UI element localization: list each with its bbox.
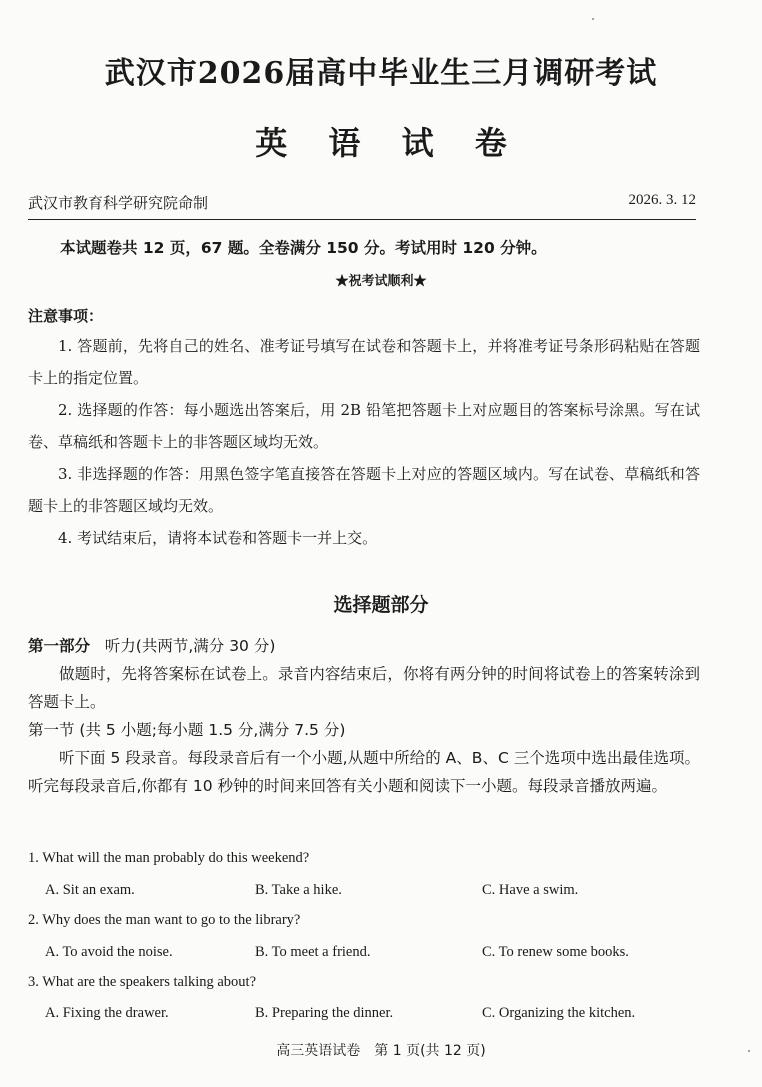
scan-speck (592, 18, 594, 20)
notice-item: 3. 非选择题的作答：用黑色签字笔直接答在答题卡上对应的答题区域内。写在试卷、草稿纸和答题卡上的非答题区域均无效。 (28, 465, 700, 515)
blessing: ★祝考试顺利★ (335, 274, 427, 289)
notice-item: 1. 答题前，先将自己的姓名、准考证号填写在试卷和答题卡上，并将准考证号条形码粘贴在答题卡上的指定位置。 (28, 337, 700, 387)
paper-subtitle: 英 语 试 卷 (255, 124, 507, 162)
part1-heading (28, 632, 700, 660)
notice-list (28, 330, 700, 554)
option-b: B. Preparing the dinner. (255, 1005, 394, 1021)
option-b: B. To meet a friend. (255, 944, 371, 960)
section1-instruction: 听下面 5 段录音。每段录音后有一个小题,从题中所给的 A、B、C 三个选项中选出最佳选项。听完每段录音后,你都有 10 秒钟的时间来回答有关小题和阅读下一小题。每段录音播放两遍。 (28, 749, 700, 795)
scan-speck (748, 1050, 750, 1052)
part1-heading-desc: 听力(共两节,满分 30 分) (104, 637, 276, 655)
publisher: 武汉市教育科学研究院命制 (28, 194, 209, 212)
part1-instruction: 做题时，先将答案标在试卷上。录音内容结束后，你将有两分钟的时间将试卷上的答案转涂到答题卡上。 (28, 665, 700, 711)
notice-item: 4. 考试结束后，请将本试卷和答题卡一并上交。 (58, 529, 378, 547)
section1-heading: 第一节 (共 5 小题;每小题 1.5 分,满分 7.5 分) (28, 721, 346, 739)
part1-heading-label: 第一部分 (28, 637, 91, 655)
page-footer: 高三英语试卷 第 1 页(共 12 页) (276, 1043, 486, 1059)
question-stem: 1. What will the man probably do this weekend? (28, 850, 310, 866)
question-stem: 3. What are the speakers talking about? (28, 974, 257, 990)
option-b: B. Take a hike. (255, 882, 342, 898)
option-a: A. Sit an exam. (45, 882, 135, 898)
exam-info: 本试题卷共 12 页，67 题。全卷满分 150 分。考试用时 120 分钟。 (60, 239, 547, 257)
notice-item: 2. 选择题的作答：每小题选出答案后，用 2B 铅笔把答题卡上对应题目的答案标号涂黑。写在试卷、草稿纸和答题卡上的非答题区域均无效。 (28, 401, 700, 451)
notice-heading: 注意事项： (28, 307, 104, 325)
exam-date: 2026. 3. 12 (628, 192, 696, 208)
header-divider (28, 219, 696, 220)
section-title: 选择题部分 (333, 594, 429, 616)
option-a: A. Fixing the drawer. (45, 1005, 169, 1021)
option-c: C. To renew some books. (482, 944, 629, 960)
option-c: C. Organizing the kitchen. (482, 1005, 636, 1021)
exam-title: 武汉市2026届高中毕业生三月调研考试 (104, 56, 658, 91)
part1-block (28, 632, 700, 800)
option-a: A. To avoid the noise. (45, 944, 173, 960)
option-c: C. Have a swim. (482, 882, 579, 898)
question-stem: 2. Why does the man want to go to the library? (28, 912, 301, 928)
